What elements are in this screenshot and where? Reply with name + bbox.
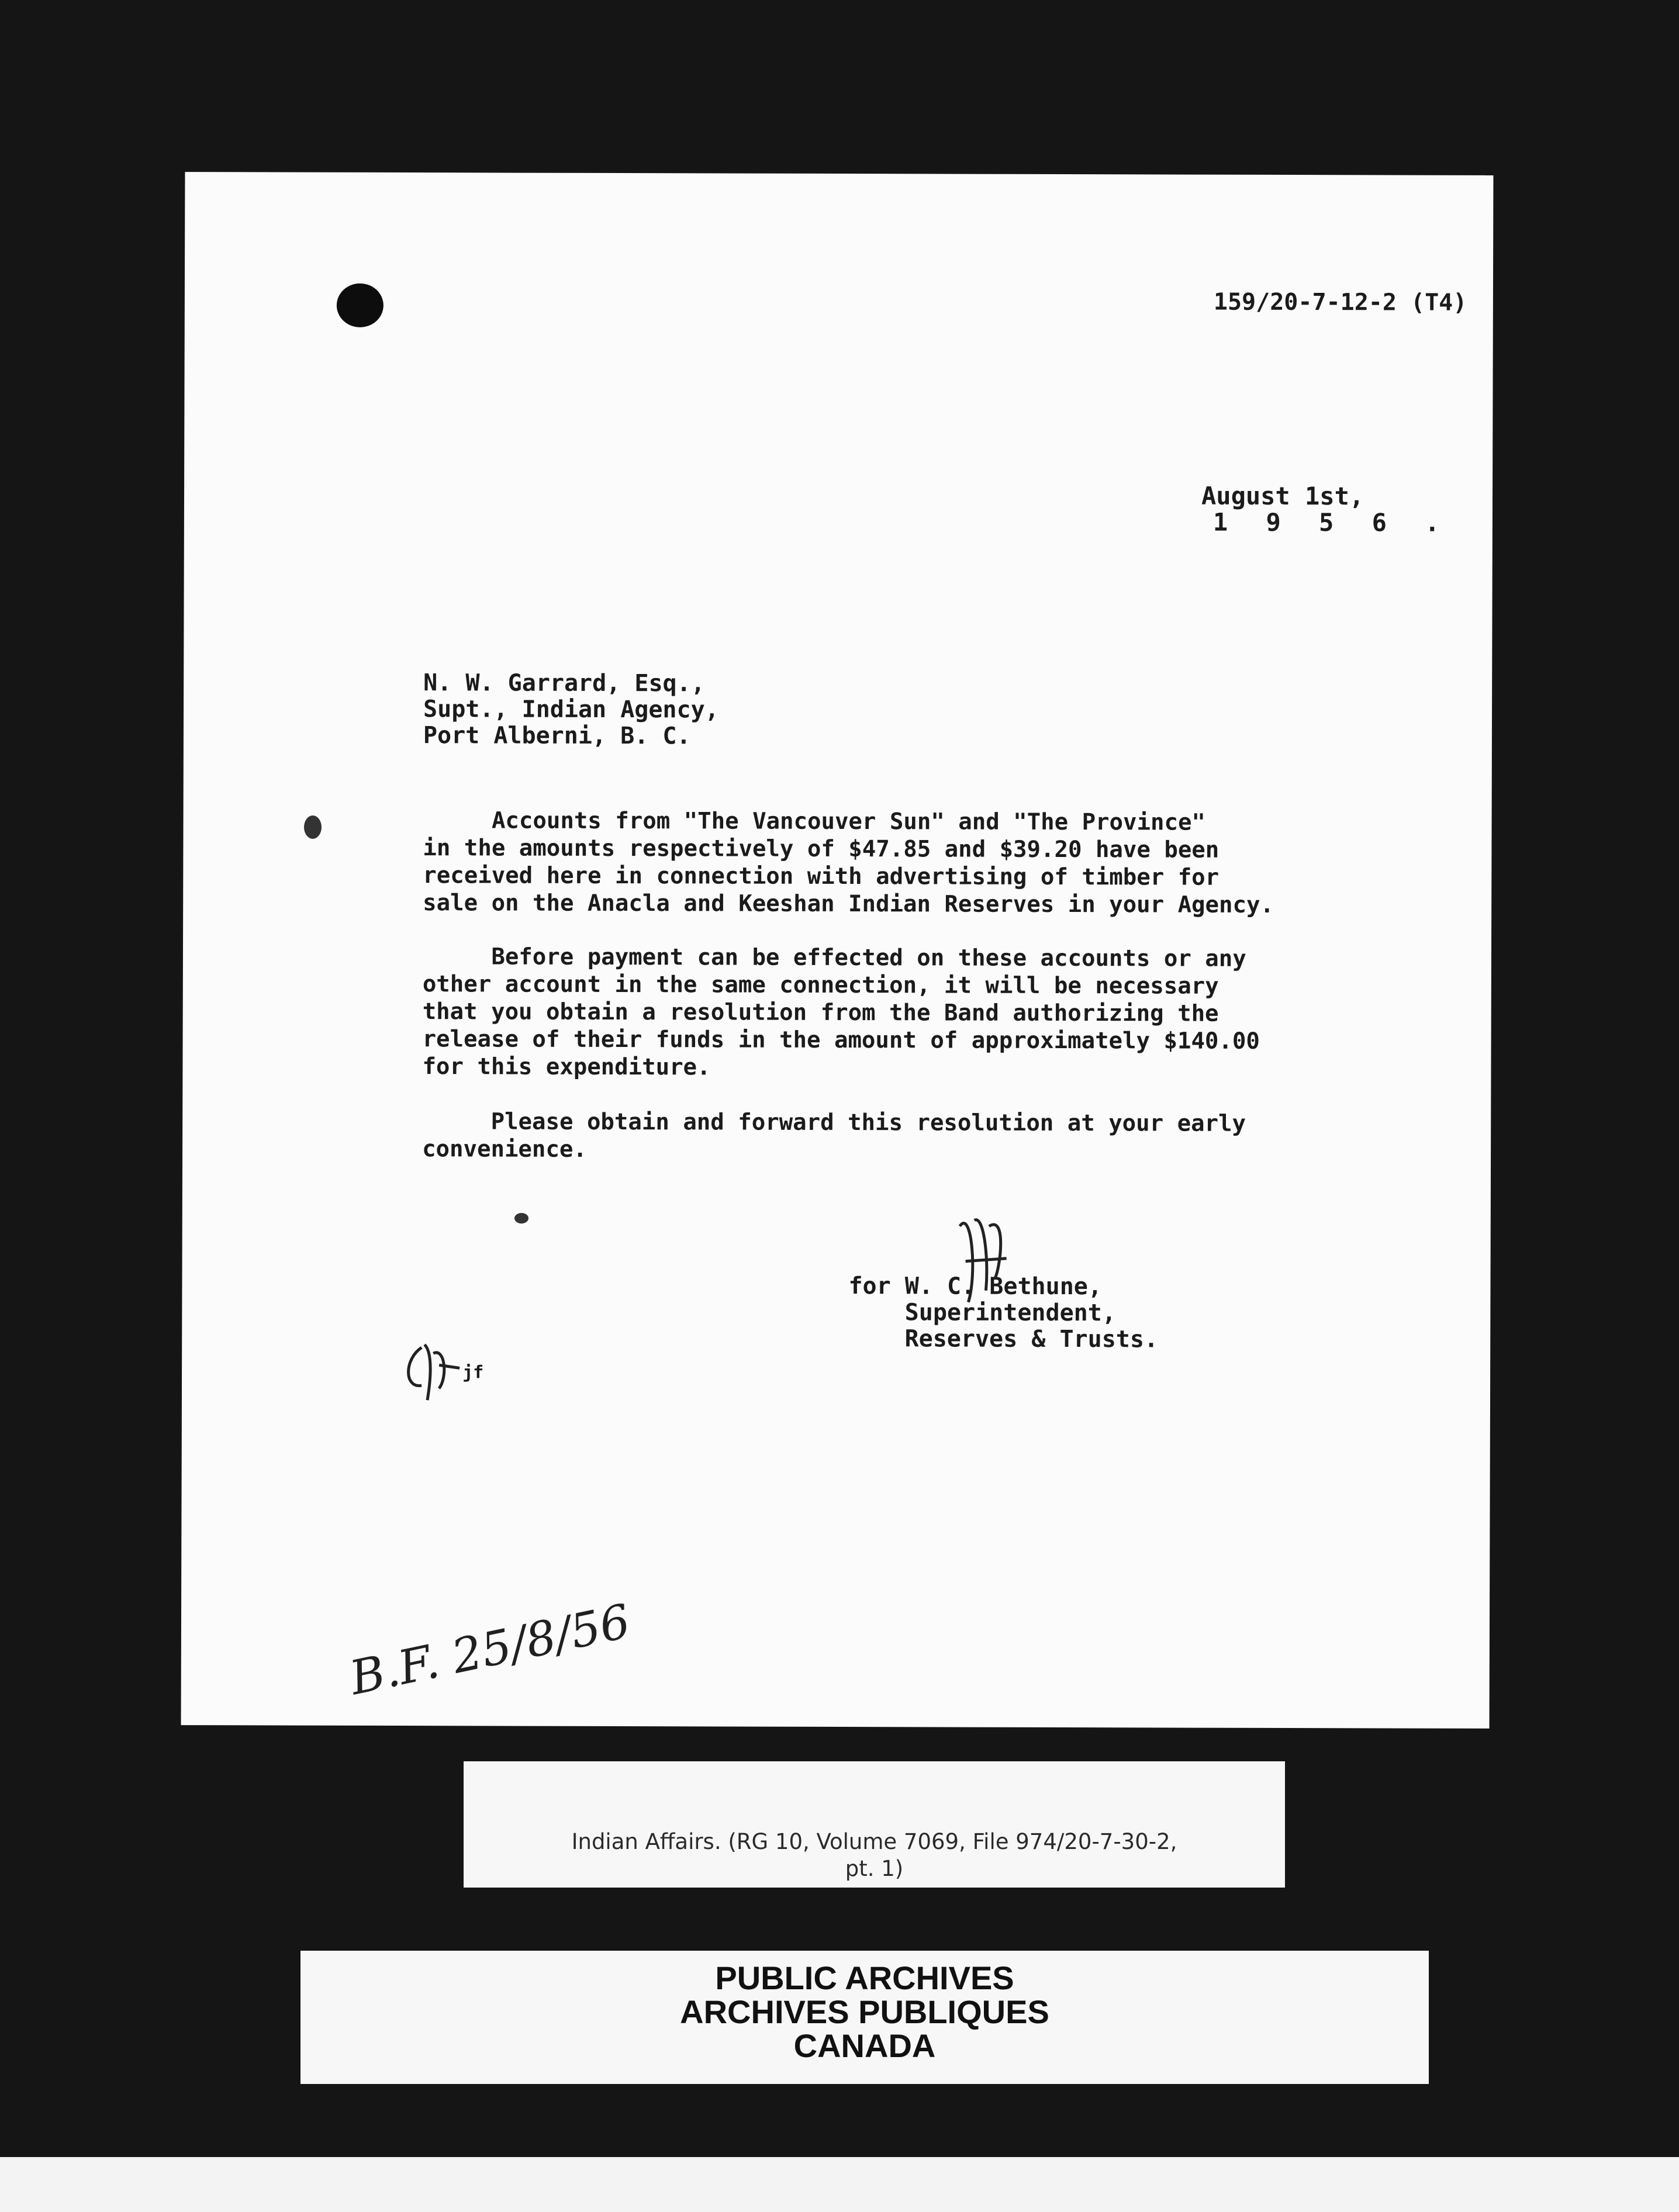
paragraph-1-line-4: sale on the Anacla and Keeshan Indian Reserves in your Agency.: [423, 890, 1274, 918]
handwritten-note: B.F. 25/8/56: [345, 1594, 635, 1706]
signature-line-2: Superintendent,: [848, 1299, 1116, 1327]
archive-stamp: [300, 1951, 1429, 2084]
file-reference: 159/20-7-12-2 (T4): [1213, 288, 1467, 316]
paragraph-2-line-5: for this expenditure.: [422, 1053, 711, 1081]
paragraph-2-line-4: release of their funds in the amount of approximately $140.00: [422, 1026, 1260, 1055]
paragraph-2-line-3: that you obtain a resolution from the Band authorizing the: [422, 998, 1219, 1027]
paragraph-2-line-2: other account in the same connection, it will be necessary: [422, 971, 1219, 1000]
paragraph-3-line-1: Please obtain and forward this resolution at your early: [422, 1108, 1246, 1137]
scanner-bottom-edge: [0, 2157, 1679, 2212]
punch-hole: [337, 284, 384, 327]
handwritten-signature: [942, 1202, 1024, 1331]
paragraph-3-line-2: convenience.: [422, 1136, 587, 1163]
stamp-line-3: CANADA: [793, 2027, 936, 2064]
letter-year: 1 9 5 6 .: [1212, 507, 1452, 537]
letter-page: [181, 172, 1494, 1729]
signature-line-3: Reserves & Trusts.: [848, 1325, 1159, 1353]
typist-initials: jf: [462, 1362, 484, 1383]
recipient-name: N. W. Garrard, Esq.,: [423, 669, 705, 697]
ink-blot: [304, 815, 322, 839]
paragraph-1-line-3: received here in connection with advertising of timber for: [423, 862, 1219, 891]
stamp-line-2: ARCHIVES PUBLIQUES: [680, 1993, 1049, 2030]
signature-line-1: for W. C. Bethune,: [848, 1273, 1103, 1301]
letter-date: August 1st,: [1201, 481, 1364, 511]
recipient-location: Port Alberni, B. C.: [423, 722, 691, 750]
paragraph-1-line-1: Accounts from "The Vancouver Sun" and "The Province": [423, 807, 1205, 836]
recipient-title: Supt., Indian Agency,: [423, 696, 719, 724]
archive-citation-label: [464, 1761, 1285, 1888]
paragraph-1-line-2: in the amounts respectively of $47.85 and $39.20 have been: [423, 835, 1219, 863]
archive-citation: Indian Affairs. (RG 10, Volume 7069, File 974/20-7-30-2, pt. 1): [571, 1829, 1177, 1881]
stamp-line-1: PUBLIC ARCHIVES: [715, 1959, 1014, 1996]
ink-blot: [514, 1213, 528, 1223]
paragraph-2-line-1: Before payment can be effected on these accounts or any: [422, 943, 1246, 972]
